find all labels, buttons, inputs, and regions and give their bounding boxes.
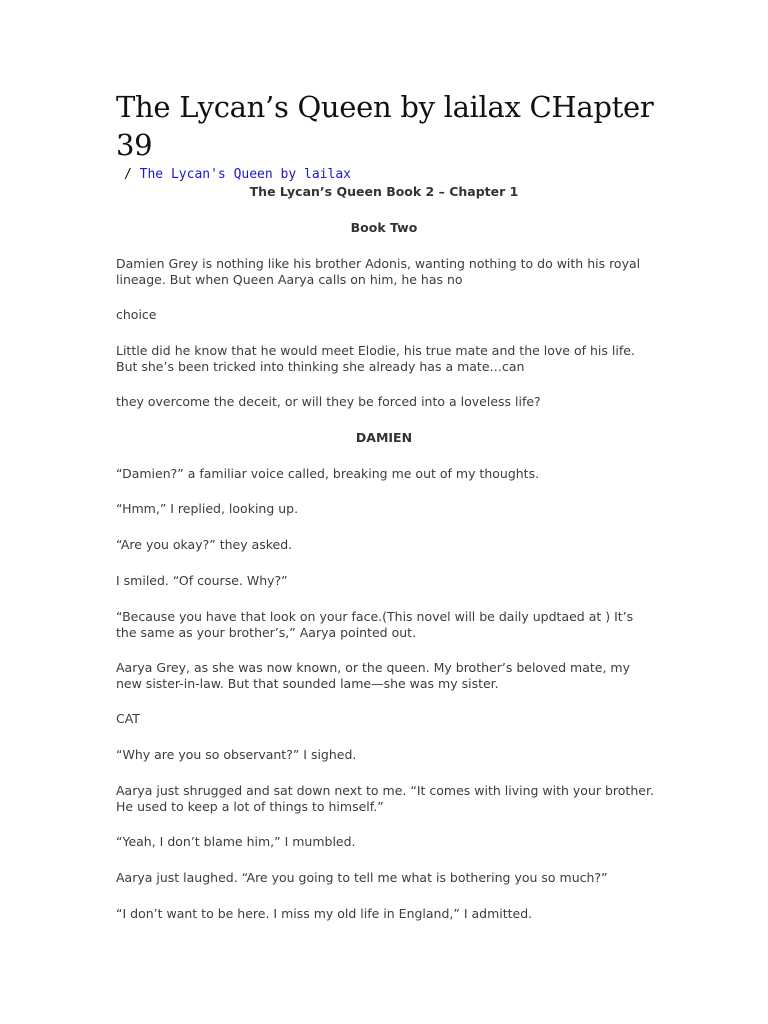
- breadcrumb-link[interactable]: The Lycan's Queen by lailax: [139, 167, 351, 182]
- chapter-subtitle: The Lycan’s Queen Book 2 – Chapter 1: [249, 184, 519, 199]
- paragraph: choice: [116, 307, 157, 322]
- book-label: Book Two: [350, 220, 418, 235]
- paragraph: “Damien?” a familiar voice called, breaking me out of my thoughts.: [116, 466, 540, 481]
- paragraph: Aarya just shrugged and sat down next to me. “It comes with living with your brother. He used to keep a lot of things to himself.”: [116, 783, 654, 814]
- paragraph: “Why are you so observant?” I sighed.: [116, 747, 357, 762]
- paragraph: Little did he know that he would meet Elodie, his true mate and the love of his life. But she’s been tricked into thinking she already has a mate…can: [116, 343, 635, 374]
- paragraph: Aarya just laughed. “Are you going to tell me what is bothering you so much?”: [116, 870, 608, 885]
- paragraph: “Because you have that look on your face.(This novel will be daily updtaed at ) It’s the same as your brother’s,” Aarya pointed out.: [116, 609, 634, 640]
- paragraph: CAT: [116, 711, 140, 726]
- paragraph: “Yeah, I don’t blame him,” I mumbled.: [116, 834, 356, 849]
- paragraph: Aarya Grey, as she was now known, or the queen. My brother’s beloved mate, my new sister-in-law. But that sounded lame—she was my sister.: [116, 660, 631, 691]
- paragraph: “Are you okay?” they asked.: [116, 537, 293, 552]
- paragraph: “I don’t want to be here. I miss my old life in England,” I admitted.: [116, 906, 533, 921]
- paragraph: “Hmm,” I replied, looking up.: [116, 501, 299, 516]
- section-heading: DAMIEN: [355, 430, 413, 445]
- paragraph: I smiled. “Of course. Why?”: [116, 573, 288, 588]
- paragraph: they overcome the deceit, or will they be forced into a loveless life?: [116, 394, 541, 409]
- breadcrumb-separator: /: [124, 167, 132, 182]
- breadcrumb: [124, 166, 351, 184]
- paragraph: Damien Grey is nothing like his brother Adonis, wanting nothing to do with his royal lineage. But when Queen Aarya calls on him, he has no: [116, 256, 641, 287]
- page-title: The Lycan’s Queen by lailax CHapter 39: [116, 90, 654, 162]
